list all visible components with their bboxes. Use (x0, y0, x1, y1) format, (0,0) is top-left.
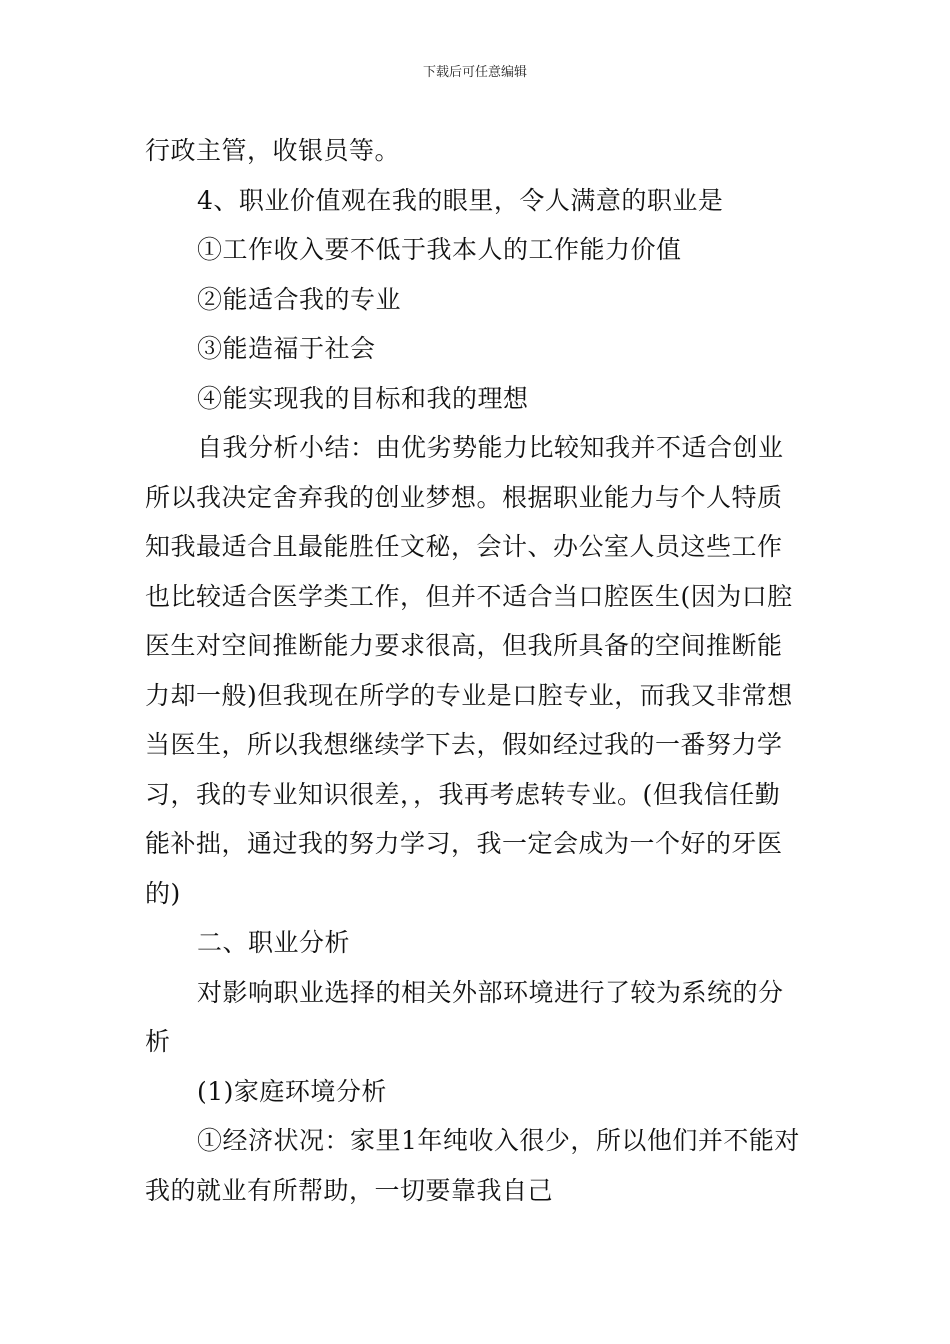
paragraph: 行政主管，收银员等。 (145, 136, 401, 165)
list-item: ①工作收入要不低于我本人的工作能力价值 (197, 235, 682, 264)
paragraph: 对影响职业选择的相关外部环境进行了较为系统的分析 (145, 977, 784, 1056)
subsection-heading: (1)家庭环境分析 (197, 1076, 387, 1106)
paragraph: ①经济状况：家里1年纯收入很少，所以他们并不能对我的就业有所帮助，一切要靠我自己 (145, 1126, 800, 1205)
paragraph: 4、职业价值观在我的眼里，令人满意的职业是 (197, 185, 724, 215)
paragraph: 自我分析小结：由优劣势能力比较知我并不适合创业所以我决定舍弃我的创业梦想。根据职业能力与个人特质知我最适合且最能胜任文秘，会计、办公室人员这些工作也比较适合医学类工作，但并不适合当口腔医生(因为口腔医生对空间推断能力要求很高，但我所具备的空间推断能力却一般)但我现在所学的专业是口腔专业，而我又非常想当医生，所以我想继续学下去，假如经过我的一番努力学习，我的专业知识很差，，我再考虑转专业。(但我信任勤能补拙，通过我的努力学习，我一定会成为一个好的牙医的) (145, 433, 793, 908)
list-item: ③能造福于社会 (197, 334, 376, 363)
list-item: ②能适合我的专业 (197, 284, 402, 314)
section-heading: 二、职业分析 (197, 928, 351, 957)
document-body (145, 126, 805, 1215)
list-item: ④能实现我的目标和我的理想 (197, 383, 529, 413)
page-header: 下载后可任意编辑 (422, 65, 527, 80)
